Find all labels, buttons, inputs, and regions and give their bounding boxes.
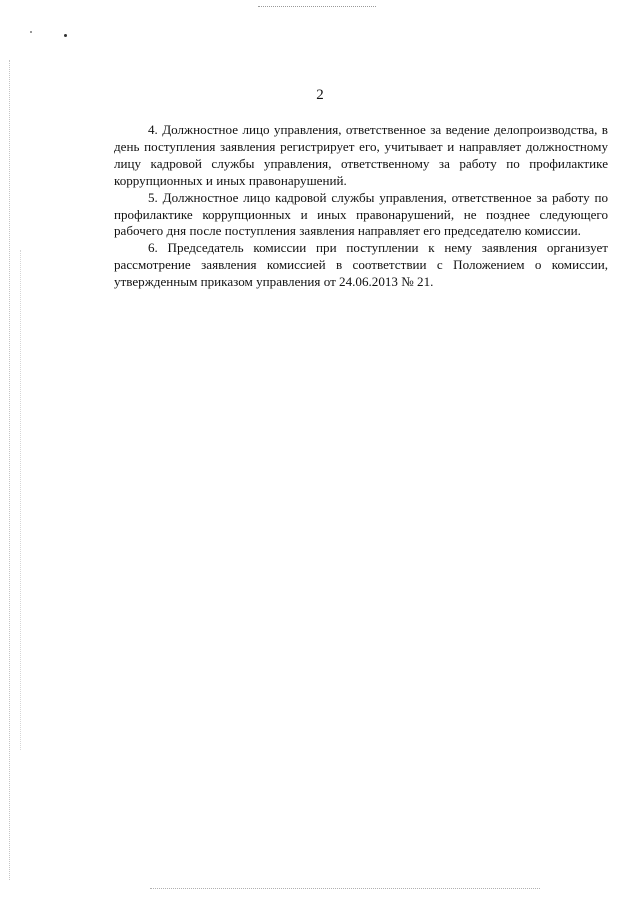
paragraph-6: 6. Председатель комиссии при поступлении к нему заявления организует рассмотрение заявления комиссией в соответствии с Положением о комиссии, утвержденным приказом управления от 24.06.2013 № 21. [114,240,608,290]
scan-speck [30,31,32,33]
scan-edge-marks [9,60,12,880]
scan-artifact-top [258,6,376,7]
page-number: 2 [316,87,324,103]
paragraph-4: 4. Должностное лицо управления, ответственное за ведение делопроизводства, в день поступления заявления регистрирует его, учитывает и направляет должностному лицу кадровой службы управления, ответственному за работу по профилактике коррупционных и иных правонарушений. [114,122,608,188]
document-body [114,122,608,291]
scan-speck [64,34,67,37]
scan-edge-marks [20,250,23,750]
scan-artifact-bottom [150,888,540,889]
paragraph-5: 5. Должностное лицо кадровой службы управления, ответственное за работу по профилактике коррупционных и иных правонарушений, не позднее следующего рабочего дня после поступления заявления направляет его председателю комиссии. [114,189,608,239]
